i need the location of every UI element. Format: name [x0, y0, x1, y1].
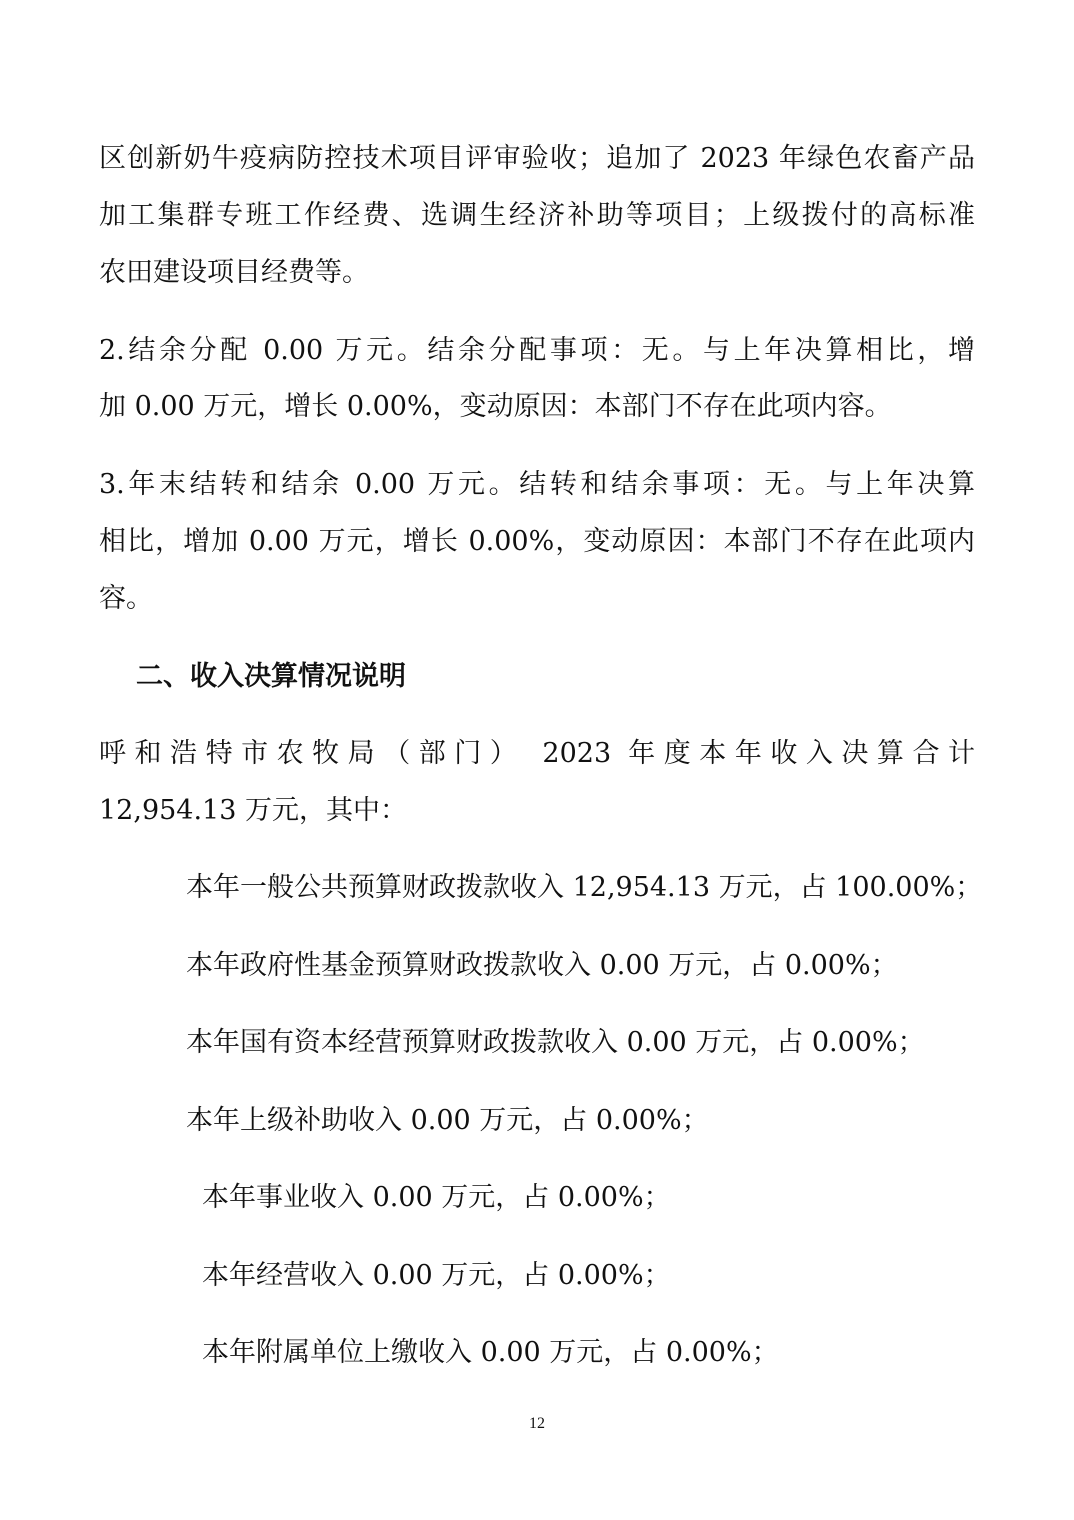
- income-item-government-fund: 本年政府性基金预算财政拨款收入 0.00 万元，占 0.00%；: [186, 950, 898, 981]
- paragraph-1-line-2: 加工集群专班工作经费、选调生经济补助等项目；上级拨付的高标准: [99, 200, 975, 231]
- section-heading: 二、收入决算情况说明: [136, 661, 406, 692]
- paragraph-1-line-1: 区创新奶牛疫病防控技术项目评审验收；追加了 2023 年绿色农畜产品: [99, 143, 975, 174]
- item-3-line-3: 容。: [99, 583, 153, 614]
- page-number: 12: [529, 1415, 545, 1432]
- income-item-operating: 本年经营收入 0.00 万元，占 0.00%；: [202, 1260, 671, 1291]
- paragraph-1-line-3: 农田建设项目经费等。: [99, 257, 369, 288]
- income-item-business: 本年事业收入 0.00 万元，占 0.00%；: [202, 1182, 671, 1213]
- item-3-line-2: 相比，增加 0.00 万元，增长 0.00%，变动原因：本部门不存在此项内: [99, 526, 975, 557]
- item-2-line-1: 2.结余分配 0.00 万元。结余分配事项：无。与上年决算相比，增: [99, 335, 975, 366]
- income-item-affiliated-units: 本年附属单位上缴收入 0.00 万元，占 0.00%；: [202, 1337, 779, 1368]
- intro-line-2: 12,954.13 万元，其中：: [99, 795, 407, 826]
- income-item-state-capital: 本年国有资本经营预算财政拨款收入 0.00 万元，占 0.00%；: [186, 1027, 925, 1058]
- intro-line-1: 呼和浩特市农牧局（部门） 2023 年度本年收入决算合计: [99, 738, 975, 769]
- income-item-superior-subsidy: 本年上级补助收入 0.00 万元，占 0.00%；: [186, 1105, 709, 1136]
- income-item-general-budget: 本年一般公共预算财政拨款收入 12,954.13 万元，占 100.00%；: [186, 872, 983, 903]
- item-2-line-2: 加 0.00 万元，增长 0.00%，变动原因：本部门不存在此项内容。: [99, 391, 892, 422]
- item-3-line-1: 3.年末结转和结余 0.00 万元。结转和结余事项：无。与上年决算: [99, 469, 975, 500]
